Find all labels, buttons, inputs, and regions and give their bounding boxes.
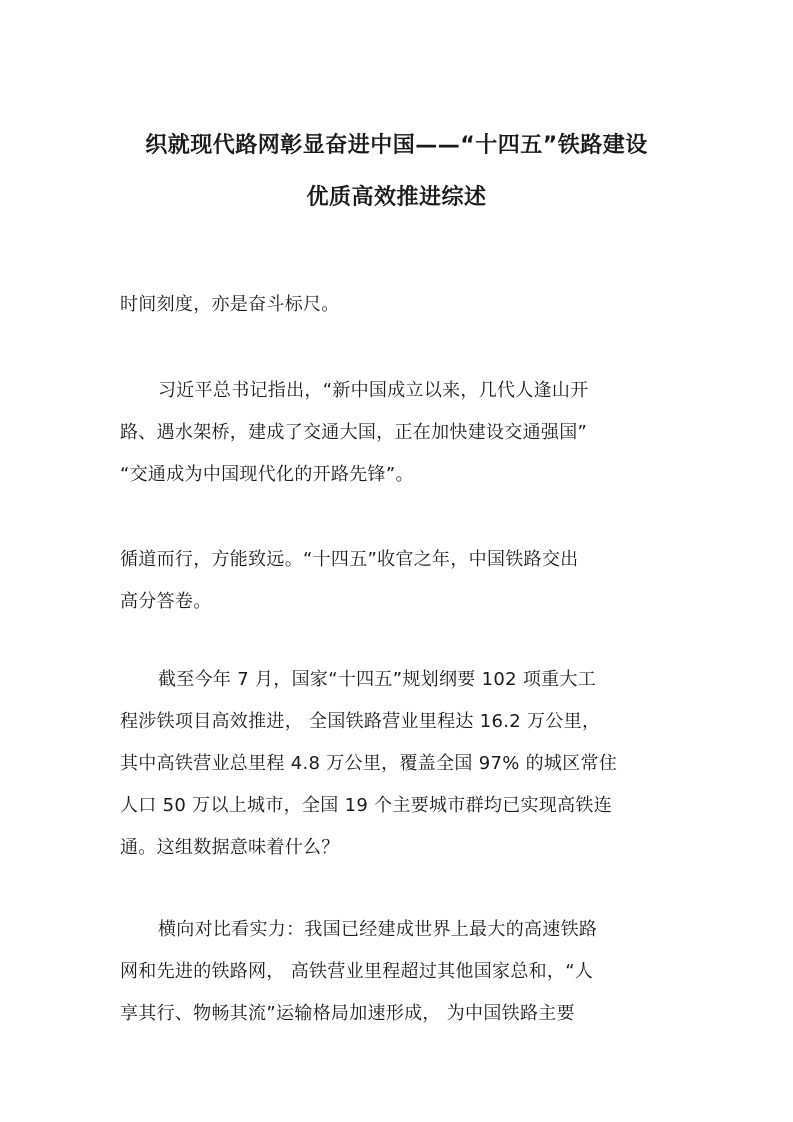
paragraph-2-line-1: 习近平总书记指出，“新中国成立以来，几代人逢山开 [158,380,589,401]
paragraph-5-line-2: 网和先进的铁路网， 高铁营业里程超过其他国家总和，“人 [120,961,594,982]
paragraph-4-line-3: 其中高铁营业总里程 4.8 万公里，覆盖全国 97% 的城区常住 [120,753,618,774]
paragraph-5-line-3: 享其行、物畅其流”运输格局加速形成， 为中国铁路主要 [120,1003,575,1024]
document-title-line-1: 织就现代路网彰显奋进中国——“十四五”铁路建设 [145,133,648,158]
paragraph-4-line-2: 程涉铁项目高效推进， 全国铁路营业里程达 16.2 万公里， [120,711,601,732]
document-title-line-2: 优质高效推进综述 [306,185,487,210]
paragraph-4-line-1: 截至今年 7 月，国家“十四五”规划纲要 102 项重大工 [158,669,597,690]
paragraph-3-line-1: 循道而行，方能致远。“十四五”收官之年，中国铁路交出 [120,549,579,570]
paragraph-4-line-4: 人口 50 万以上城市，全国 19 个主要城市群均已实现高铁连 [120,795,612,816]
paragraph-3-line-2: 高分答卷。 [120,591,212,612]
paragraph-2-line-3: “交通成为中国现代化的开路先锋”。 [120,464,414,485]
paragraph-5-line-1: 横向对比看实力：我国已经建成世界上最大的高速铁路 [158,919,598,940]
paragraph-1-line-1: 时间刻度，亦是奋斗标尺。 [120,294,340,315]
paragraph-2-line-2: 路、遇水架桥，建成了交通大国，正在加快建设交通强国” [120,422,588,443]
paragraph-4-line-5: 通。这组数据意味着什么？ [120,837,340,858]
